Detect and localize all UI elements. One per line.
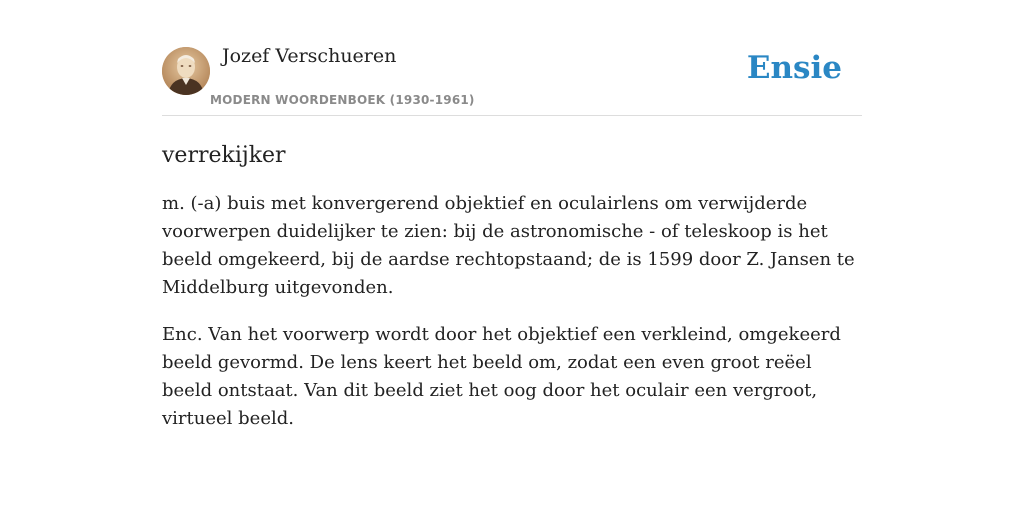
entry-card (162, 40, 862, 433)
definition-paragraph: m. (-a) buis met konvergerend objektief en oculairlens om verwijderde voorwerpen duidelijker te zien: bij de astronomische - of teleskoop is het beeld omgekeerd, bij de aardse rechtopstaand; de is 1599 door Z. Jansen te Middelburg uitgevonden. (162, 193, 855, 298)
entry-definition (162, 190, 862, 433)
author-name[interactable]: Jozef Verschueren (222, 45, 397, 67)
ensie-logo-link[interactable]: Ensie (746, 50, 842, 86)
encyclopedic-paragraph: Enc. Van het voorwerp wordt door het objektief een verkleind, omgekeerd beeld gevormd. De lens keert het beeld om, zodat een even groot reëel beeld ontstaat. Van dit beeld ziet het oog door het oculair een vergroot, virtueel beeld. (162, 324, 841, 429)
entry-headword: verrekijker (162, 143, 286, 168)
source-dictionary-label[interactable]: MODERN WOORDENBOEK (1930-1961) (210, 93, 475, 107)
author-avatar[interactable] (162, 47, 210, 95)
entry-header (162, 40, 862, 116)
